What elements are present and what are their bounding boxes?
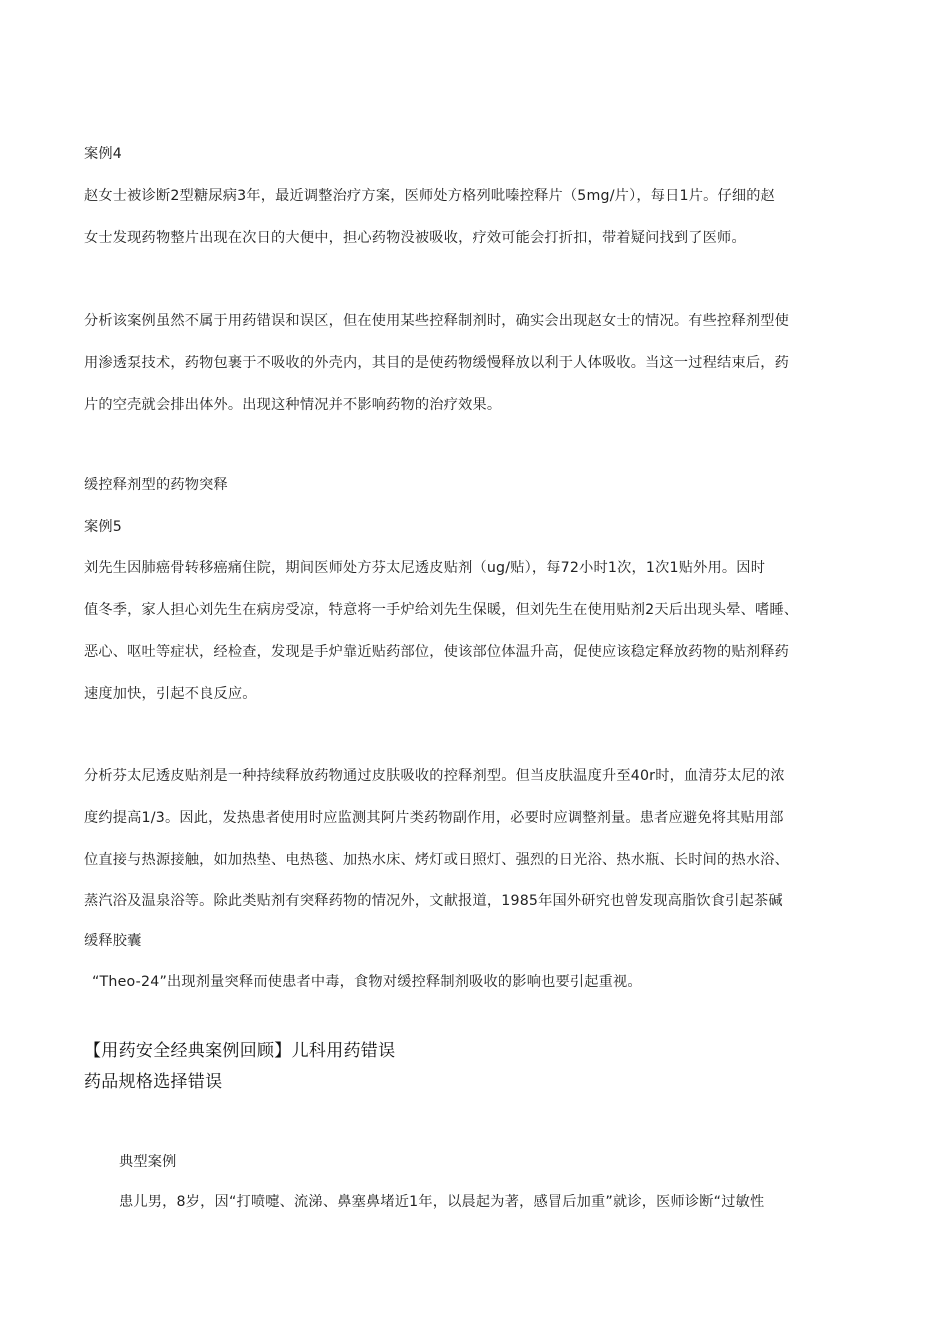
analysis4-line-2: 用渗透泵技术，药物包裹于不吸收的外壳内，其目的是使药物缓慢释放以利于人体吸收。当这一过程结束后，药 <box>84 355 789 371</box>
analysis5-line-2: 度约提高1/3。因此，发热患者使用时应监测其阿片类药物副作用，必要时应调整剂量。患者应避免将其贴用部 <box>84 810 784 826</box>
analysis5-line-5: 缓释胶囊 <box>84 933 142 949</box>
analysis5-line-4: 蒸汽浴及温泉浴等。除此类贴剂有突释药物的情况外，文献报道，1985年国外研究也曾发现高脂饮食引起茶碱 <box>84 893 783 909</box>
typical-case-text: 患儿男，8岁，因“打喷嚏、流涕、鼻塞鼻堵近1年，以晨起为著，感冒后加重”就诊，医师诊断“过敏性 <box>119 1194 765 1210</box>
case5-text-line-3: 恶心、呕吐等症状，经检查，发现是手炉靠近贴药部位，使该部位体温升高，促使应该稳定释放药物的贴剂释药 <box>84 644 789 660</box>
case4-text-line-2: 女士发现药物整片出现在次日的大便中，担心药物没被吸收，疗效可能会打折扣，带着疑问找到了医师。 <box>84 230 746 246</box>
theo-line: “Theo-24”出现剂量突释而使患者中毒，食物对缓控释制剂吸收的影响也要引起重视。 <box>92 974 642 990</box>
typical-case-label: 典型案例 <box>119 1154 177 1170</box>
analysis4-line-3: 片的空壳就会排出体外。出现这种情况并不影响药物的治疗效果。 <box>84 397 502 413</box>
case5-text-line-2: 值冬季，家人担心刘先生在病房受凉，特意将一手炉给刘先生保暖，但刘先生在使用贴剂2天后出现头晕、嗜睡、 <box>84 602 799 618</box>
review-subtitle: 药品规格选择错误 <box>84 1072 223 1092</box>
analysis5-line-3: 位直接与热源接触，如加热垫、电热毯、加热水床、烤灯或日照灯、强烈的日光浴、热水瓶、长时间的热水浴、 <box>84 852 789 868</box>
case4-text-line-1: 赵女士被诊断2型糖尿病3年，最近调整治疗方案，医师处方格列吡嗪控释片（5mg/片），每日1片。仔细的赵 <box>84 188 776 204</box>
case5-text-line-1: 刘先生因肺癌骨转移癌痛住院，期间医师处方芬太尼透皮贴剂（ug/贴），每72小时1次，1次1贴外用。因时 <box>84 560 766 576</box>
analysis5-line-1: 分析芬太尼透皮贴剂是一种持续释放药物通过皮肤吸收的控释剂型。但当皮肤温度升至40r时，血清芬太尼的浓 <box>84 768 785 784</box>
case4-label: 案例4 <box>84 146 123 162</box>
analysis4-line-1: 分析该案例虽然不属于用药错误和误区，但在使用某些控释制剂时，确实会出现赵女士的情况。有些控释剂型使 <box>84 313 789 329</box>
section-heading: 缓控释剂型的药物突释 <box>84 477 228 493</box>
review-title: 【用药安全经典案例回顾】儿科用药错误 <box>84 1041 396 1061</box>
case5-label: 案例5 <box>84 519 123 535</box>
case5-text-line-4: 速度加快，引起不良反应。 <box>84 686 257 702</box>
